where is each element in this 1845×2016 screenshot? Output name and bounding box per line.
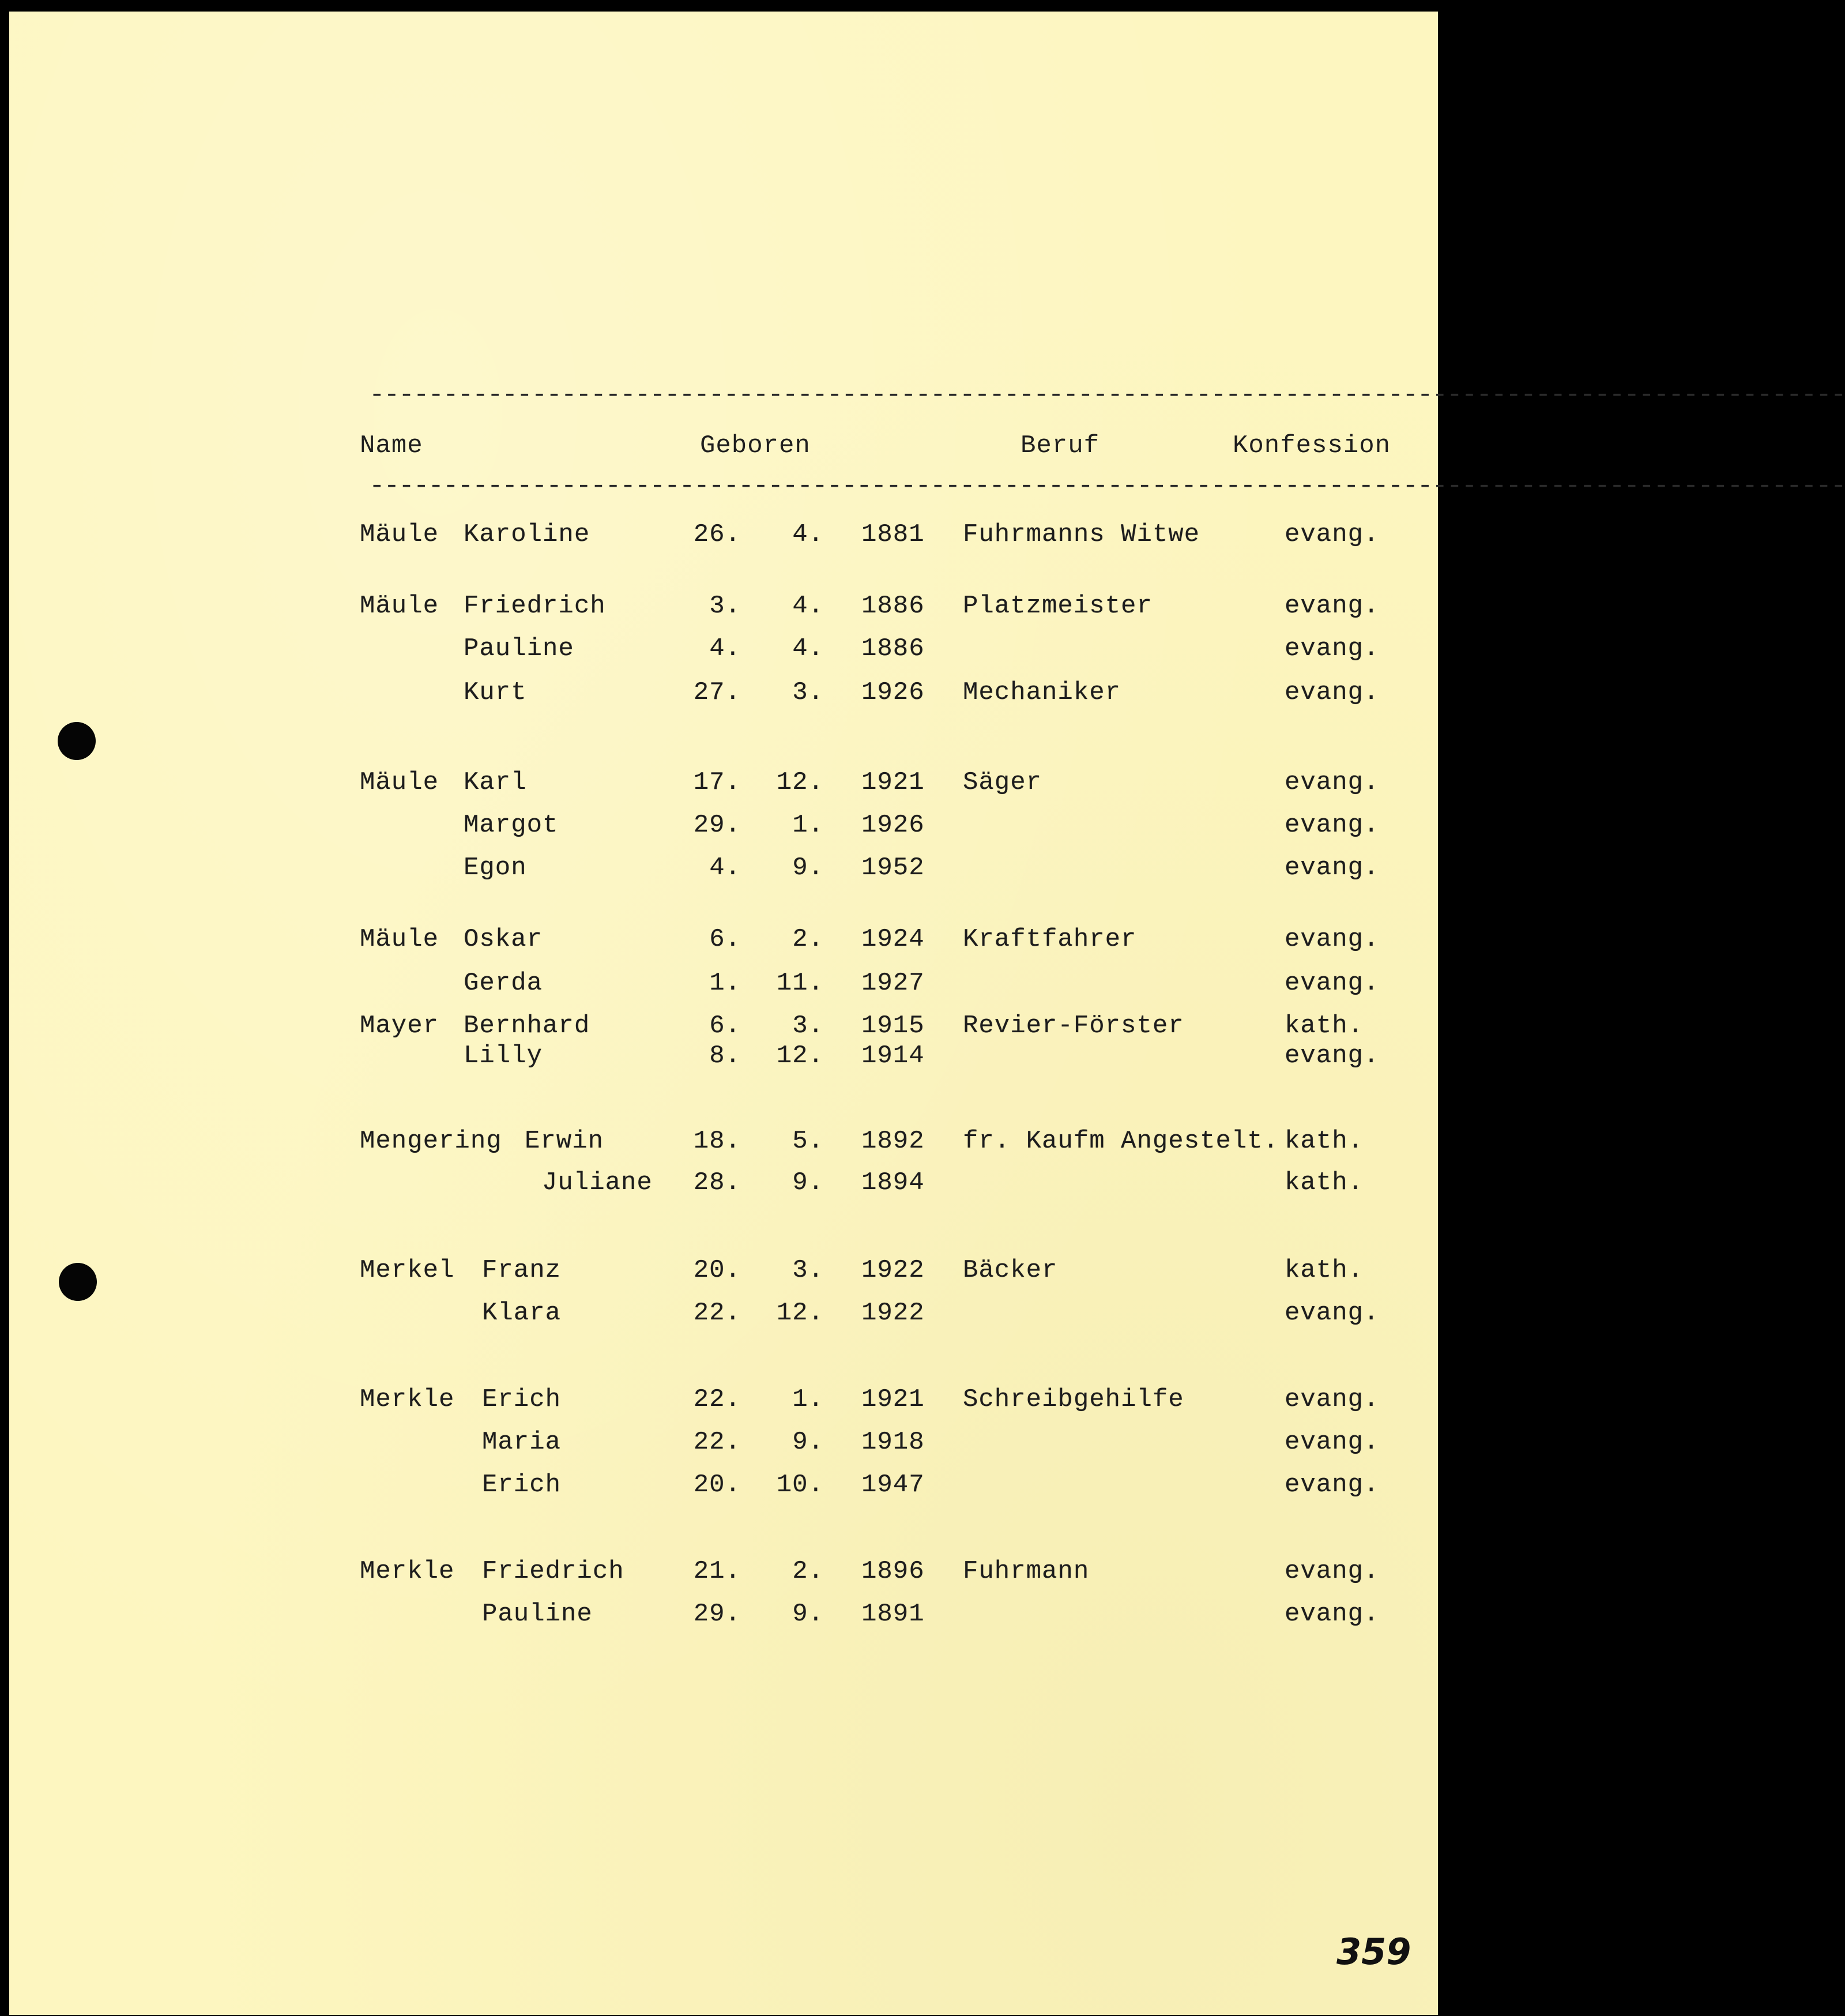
cell-denomination: kath.	[1285, 1127, 1364, 1156]
cell-denomination: evang.	[1285, 925, 1380, 954]
cell-given: Pauline	[482, 1600, 593, 1628]
cell-denomination: kath.	[1285, 1256, 1364, 1285]
cell-day: 18.	[693, 1127, 741, 1156]
cell-year: 1927	[861, 969, 925, 998]
cell-day: 6.	[709, 1011, 741, 1040]
cell-occupation: Säger	[963, 768, 1042, 797]
cell-year: 1952	[861, 853, 925, 882]
cell-day: 22.	[693, 1299, 741, 1327]
cell-denomination: evang.	[1285, 678, 1380, 707]
cell-occupation: Fuhrmanns Witwe	[963, 520, 1200, 549]
cell-surname: Mäule	[360, 768, 439, 797]
cell-month: 5.	[792, 1127, 824, 1156]
cell-given: Erich	[482, 1470, 562, 1499]
cell-denomination: evang.	[1285, 1470, 1380, 1499]
cell-year: 1892	[861, 1127, 925, 1156]
cell-given: Kurt	[464, 678, 527, 707]
cell-month: 9.	[792, 853, 824, 882]
cell-denomination: evang.	[1285, 520, 1380, 549]
cell-day: 20.	[693, 1470, 741, 1499]
cell-day: 20.	[693, 1256, 741, 1285]
cell-month: 4.	[792, 592, 824, 620]
cell-denomination: evang.	[1285, 811, 1380, 840]
cell-denomination: evang.	[1285, 1299, 1380, 1327]
cell-year: 1891	[861, 1600, 925, 1628]
cell-month: 1.	[792, 811, 824, 840]
cell-year: 1915	[861, 1011, 925, 1040]
cell-surname: Mäule	[360, 520, 439, 549]
cell-year: 1922	[861, 1299, 925, 1327]
punch-hole	[59, 1263, 97, 1301]
cell-day: 4.	[709, 853, 741, 882]
cell-given: Oskar	[464, 925, 543, 954]
cell-day: 27.	[693, 678, 741, 707]
cell-denomination: evang.	[1285, 1385, 1380, 1414]
cell-day: 29.	[693, 1600, 741, 1628]
header-occupation: Beruf	[1021, 431, 1100, 460]
cell-month: 4.	[792, 520, 824, 549]
cell-year: 1921	[861, 768, 925, 797]
cell-surname: Merkle	[360, 1385, 455, 1414]
cell-month: 9.	[792, 1168, 824, 1197]
cell-surname: Merkel	[360, 1256, 455, 1285]
cell-given: Lilly	[464, 1041, 543, 1070]
cell-year: 1886	[861, 592, 925, 620]
cell-surname: Mäule	[360, 592, 439, 620]
cell-given: Gerda	[464, 969, 543, 998]
cell-denomination: evang.	[1285, 1600, 1380, 1628]
cell-month: 9.	[792, 1600, 824, 1628]
cell-occupation: Schreibgehilfe	[963, 1385, 1184, 1414]
cell-day: 28.	[693, 1168, 741, 1197]
cell-occupation: Mechaniker	[963, 678, 1121, 707]
cell-month: 12.	[776, 1299, 824, 1327]
page-number: 359	[1336, 1931, 1411, 1973]
cell-given: Franz	[482, 1256, 562, 1285]
cell-year: 1922	[861, 1256, 925, 1285]
punch-hole	[58, 722, 96, 760]
rule-top: ----------------------------------------------------------------------------------------------------	[369, 380, 1845, 410]
cell-year: 1914	[861, 1041, 925, 1070]
cell-denomination: evang.	[1285, 969, 1380, 998]
cell-month: 2.	[792, 925, 824, 954]
rule-bottom: ----------------------------------------------------------------------------------------------------	[369, 471, 1845, 501]
cell-day: 26.	[693, 520, 741, 549]
cell-denomination: evang.	[1285, 768, 1380, 797]
cell-surname: Merkle	[360, 1557, 455, 1586]
cell-given: Friedrich	[464, 592, 606, 620]
cell-month: 12.	[776, 1041, 824, 1070]
cell-given: Margot	[464, 811, 559, 840]
cell-day: 22.	[693, 1428, 741, 1457]
cell-month: 12.	[776, 768, 824, 797]
cell-occupation: fr. Kaufm Angestelt.	[963, 1127, 1279, 1156]
document-page	[9, 12, 1845, 2015]
cell-given: Erich	[482, 1385, 562, 1414]
header-name: Name	[360, 431, 423, 460]
cell-month: 3.	[792, 1011, 824, 1040]
cell-surname: Mayer	[360, 1011, 439, 1040]
cell-given: Maria	[482, 1428, 562, 1457]
cell-day: 8.	[709, 1041, 741, 1070]
cell-month: 11.	[776, 969, 824, 998]
cell-day: 1.	[709, 969, 741, 998]
cell-surname: Mengering	[360, 1127, 502, 1156]
cell-month: 1.	[792, 1385, 824, 1414]
cell-occupation: Platzmeister	[963, 592, 1153, 620]
header-born: Geboren	[700, 431, 811, 460]
cell-year: 1947	[861, 1470, 925, 1499]
cell-denomination: evang.	[1285, 1428, 1380, 1457]
cell-given: Bernhard	[464, 1011, 590, 1040]
cell-year: 1894	[861, 1168, 925, 1197]
cell-year: 1886	[861, 634, 925, 663]
cell-day: 6.	[709, 925, 741, 954]
cell-day: 21.	[693, 1557, 741, 1586]
cell-denomination: evang.	[1285, 1041, 1380, 1070]
cell-given: Karoline	[464, 520, 590, 549]
cell-occupation: Bäcker	[963, 1256, 1058, 1285]
cell-surname: Mäule	[360, 925, 439, 954]
cell-year: 1924	[861, 925, 925, 954]
cell-month: 9.	[792, 1428, 824, 1457]
cell-given: Egon	[464, 853, 527, 882]
cell-year: 1926	[861, 811, 925, 840]
cell-given: Juliane	[542, 1168, 653, 1197]
cell-denomination: evang.	[1285, 1557, 1380, 1586]
cell-year: 1918	[861, 1428, 925, 1457]
cell-month: 2.	[792, 1557, 824, 1586]
cell-given: Friedrich	[482, 1557, 624, 1586]
cell-month: 3.	[792, 678, 824, 707]
cell-occupation: Kraftfahrer	[963, 925, 1137, 954]
cell-given: Klara	[482, 1299, 562, 1327]
cell-denomination: kath.	[1285, 1168, 1364, 1197]
cell-month: 3.	[792, 1256, 824, 1285]
cell-occupation: Fuhrmann	[963, 1557, 1090, 1586]
cell-denomination: evang.	[1285, 634, 1380, 663]
cell-day: 4.	[709, 634, 741, 663]
cell-month: 4.	[792, 634, 824, 663]
cell-year: 1896	[861, 1557, 925, 1586]
cell-year: 1926	[861, 678, 925, 707]
cell-given: Pauline	[464, 634, 574, 663]
cell-given: Erwin	[525, 1127, 604, 1156]
cell-day: 3.	[709, 592, 741, 620]
cell-day: 29.	[693, 811, 741, 840]
cell-day: 22.	[693, 1385, 741, 1414]
cell-denomination: kath.	[1285, 1011, 1364, 1040]
cell-year: 1881	[861, 520, 925, 549]
cell-month: 10.	[776, 1470, 824, 1499]
cell-year: 1921	[861, 1385, 925, 1414]
cell-occupation: Revier-Förster	[963, 1011, 1184, 1040]
cell-day: 17.	[693, 768, 741, 797]
cell-given: Karl	[464, 768, 527, 797]
cell-denomination: evang.	[1285, 853, 1380, 882]
cell-denomination: evang.	[1285, 592, 1380, 620]
header-denomination: Konfession	[1233, 431, 1391, 460]
